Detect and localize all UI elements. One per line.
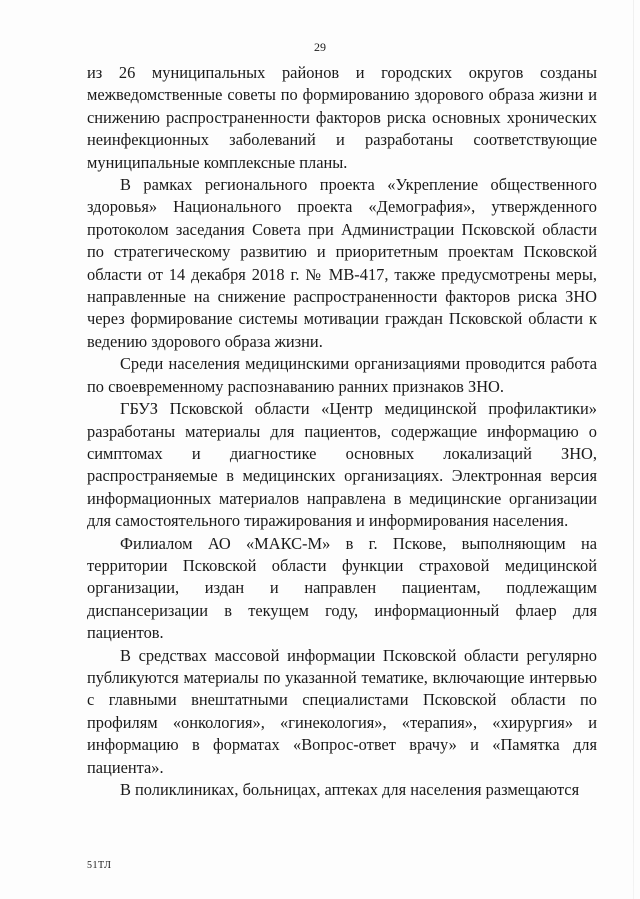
paragraph-regional-project: В рамках регионального проекта «Укрепление общественного здоровья» Национального проекта «Демография», утвержденного протоколом заседания Совета при Администрации Псковской области по стратегическому развитию и приоритетным проектам Псковской области от 14 декабря 2018 г. № МВ-417, также предусмотрены меры, направленные на снижение распространенности факторов риска ЗНО через формирование системы мотивации граждан Псковской области к ведению здорового образа жизни. — [87, 175, 597, 351]
paragraph-polyclinics: В поликлиниках, больницах, аптеках для населения размещаются — [120, 780, 580, 799]
scan-edge-shadow — [633, 0, 634, 899]
paragraph-prevention-center: ГБУЗ Псковской области «Центр медицинской профилактики» разработаны материалы для пациентов, содержащие информацию о симптомах и диагностике основных локализаций ЗНО, распространяемые в медицинских организациях. Электронная версия информационных материалов направлена в медицинские организации для самостоятельного тиражирования и информирования населения. — [87, 399, 597, 531]
page-number: 29 — [314, 40, 326, 54]
document-body — [87, 62, 597, 801]
paragraph-councils: из 26 муниципальных районов и городских округов созданы межведомственные советы по формированию здорового образа жизни и снижению распространенности факторов риска основных хронических неинфекционных заболеваний и разработаны соответствующие муниципальные комплексные планы. — [87, 63, 597, 172]
footer-document-code: 51ТЛ — [87, 860, 112, 871]
paragraph-mass-media: В средствах массовой информации Псковской области регулярно публикуются материалы по указанной тематике, включающие интервью с главными внештатными специалистами Псковской области по профилям «онкология», «гинекология», «терапия», «хирургия» и информацию в форматах «Вопрос-ответ врачу» и «Памятка для пациента». — [87, 645, 597, 777]
paragraph-maks-m: Филиалом АО «МАКС-М» в г. Пскове, выполняющим на территории Псковской области функции страховой медицинской организации, издан и направлен пациентам, подлежащим диспансеризации в текущем году, информационный флаер для пациентов. — [87, 533, 597, 643]
paragraph-early-recognition: Среди населения медицинскими организациями проводится работа по своевременному распознаванию ранних признаков ЗНО. — [87, 354, 597, 396]
